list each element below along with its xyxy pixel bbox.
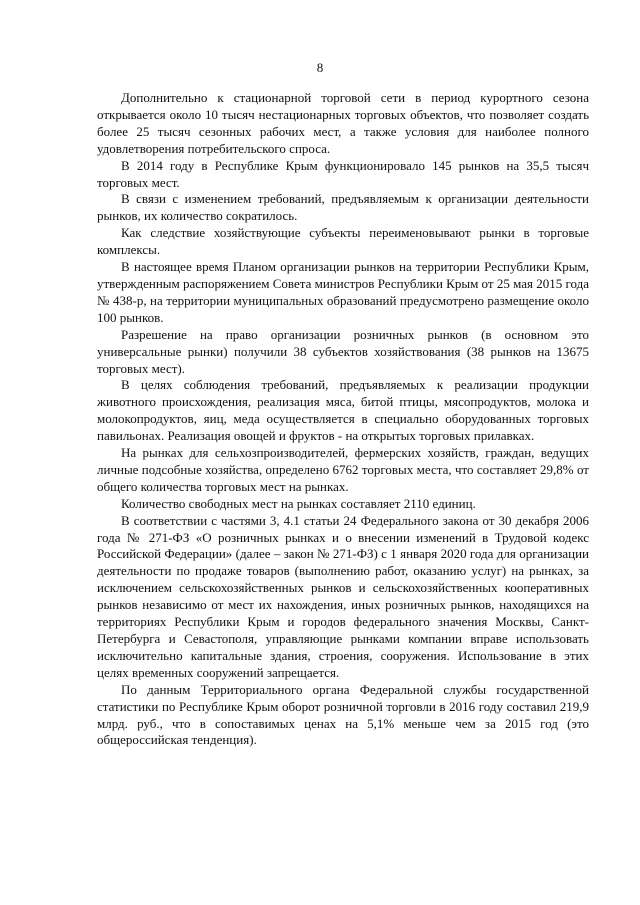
paragraph-animal-products: В целях соблюдения требований, предъявляемых к реализации продукции животного происхождения, реализация мяса, битой птицы, мясопродуктов, молока и молокопродуктов, яиц, меда осуществляется в специально оборудованных торговых павильонах. Реализация овощей и фруктов - на открытых торговых прилавках. [97,377,589,444]
paragraph-requirements-change: В связи с изменением требований, предъявляемым к организации деятельности рынков, их количество сократилось. [97,191,589,224]
paragraph-retail-turnover: По данным Территориального органа Федеральной службы государственной статистики по Республике Крым оборот розничной торговли в 2016 году составил 219,9 млрд. руб., что в сопоставимых ценах на 5,1% меньше чем за 2015 год (это общероссийская тенденция). [97,681,589,748]
paragraph-renaming: Как следствие хозяйствующие субъекты переименовывают рынки в торговые комплексы. [97,225,589,258]
paragraph-free-places: Количество свободных мест на рынках составляет 2110 единиц. [121,495,476,511]
paragraph-farmers-places: На рынках для сельхозпроизводителей, фермерских хозяйств, граждан, ведущих личные подсобные хозяйства, определено 6762 торговых места, что составляет 29,8% от общего количества торговых мест на рынках. [97,445,589,494]
paragraph-markets-2014: В 2014 году в Республике Крым функционировало 145 рынков на 35,5 тысяч торговых мест. [97,157,589,190]
document-body [97,90,589,749]
paragraph-permits: Разрешение на право организации розничных рынков (в основном это универсальные рынки) получили 38 субъектов хозяйствования (38 рынков на 13675 торговых мест). [97,326,589,376]
page-number: 8 [316,60,324,75]
paragraph-federal-law: В соответствии с частями 3, 4.1 статьи 24 Федерального закона от 30 декабря 2006 года № 271-ФЗ «О розничных рынках и о внесении изменений в Трудовой кодекс Российской Федерации» (далее – закон № 271-ФЗ) с 1 января 2020 года для организации деятельности по продаже товаров (выполнению работ, оказанию услуг) на рынках, за исключением сельскохозяйственных рынков и сельскохозяйственных кооперативных рынков независимо от мест их нахождения, иных розничных рынков, находящихся на территориях Республики Крым и городов федерального значения Москвы, Санкт-Петербурга и Севастополя, управляющие рынками компании вправе использовать исключительно капитальные здания, строения, сооружения. Использование в этих целях временных сооружений запрещается. [97,512,589,680]
paragraph-seasonal-trade: Дополнительно к стационарной торговой сети в период курортного сезона открывается около 10 тысяч нестационарных торговых объектов, что позволяет создать более 25 тысяч сезонных рабочих мест, а также условия для наиболее полного удовлетворения потребительского спроса. [97,90,589,156]
paragraph-market-plan: В настоящее время Планом организации рынков на территории Республики Крым, утвержденным распоряжением Совета министров Республики Крым от 25 мая 2015 года № 438-р, на территории муниципальных образований предусмотрено размещение около 100 рынков. [97,259,589,325]
